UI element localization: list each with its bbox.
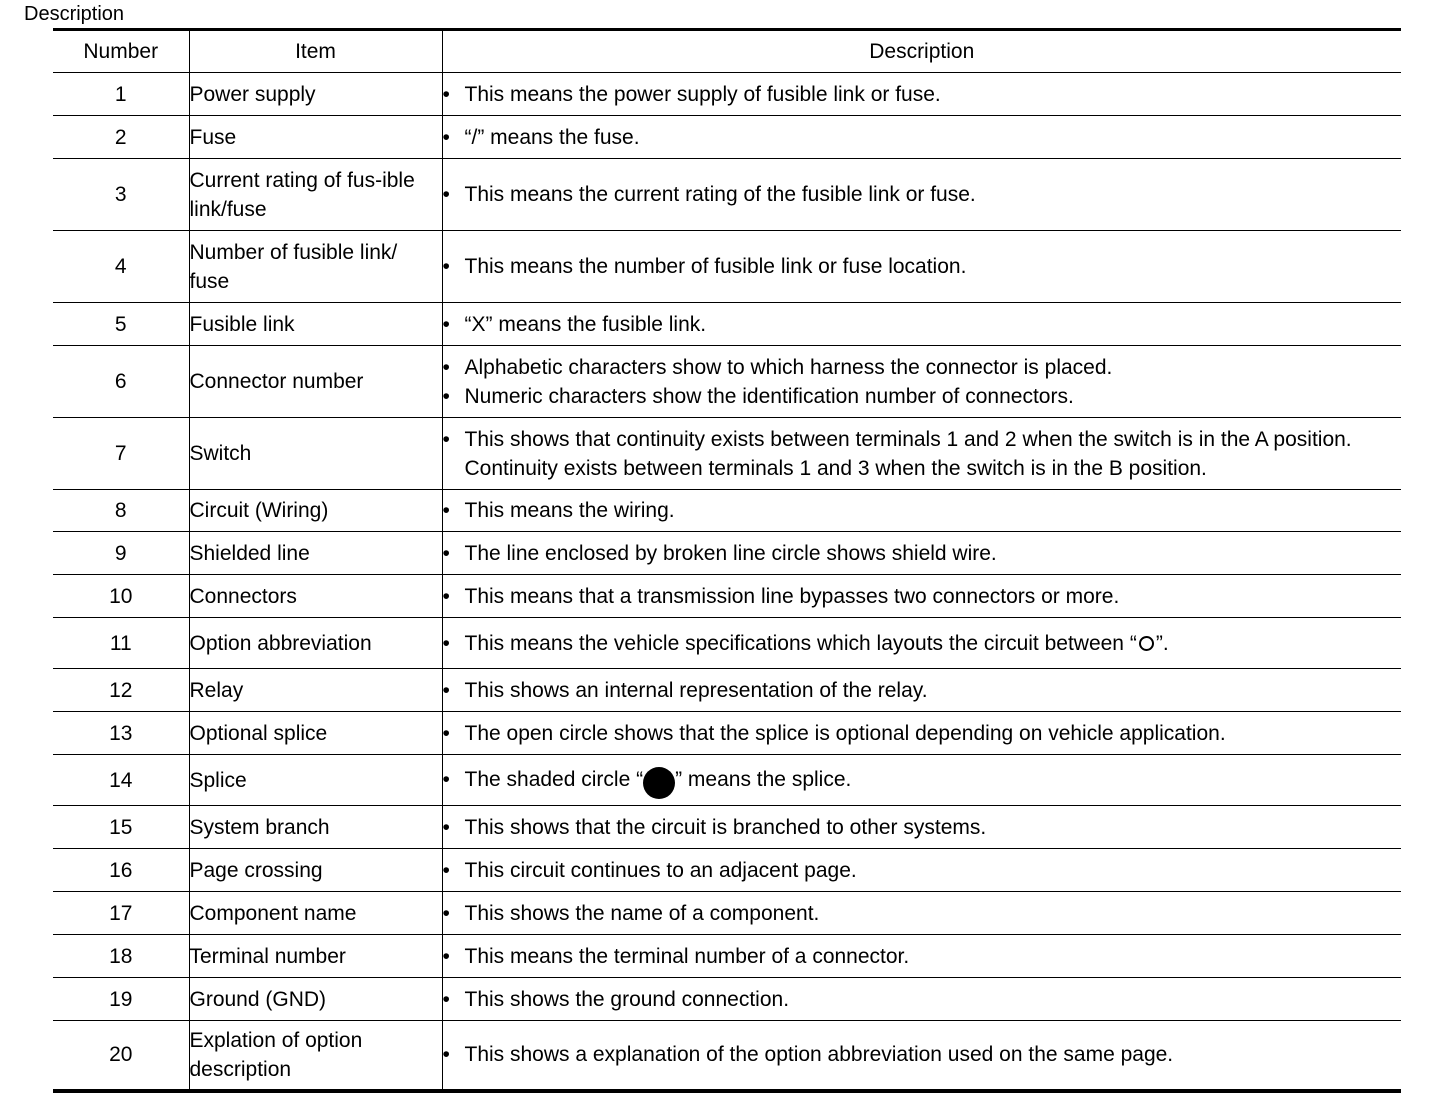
table-row xyxy=(53,618,1401,669)
description-text: This shows a explanation of the option abbreviation used on the same page. xyxy=(464,1043,1174,1067)
row-item: Component name xyxy=(189,892,442,935)
description-text: This shows an internal representation of the relay. xyxy=(464,678,928,702)
row-item: Fuse xyxy=(189,116,442,159)
row-item: System branch xyxy=(189,806,442,849)
row-item: Optional splice xyxy=(189,712,442,755)
row-number: 3 xyxy=(114,183,127,206)
row-number: 7 xyxy=(114,442,127,465)
description-text: This means the number of fusible link or fuse location. xyxy=(464,255,967,278)
header-number: Number xyxy=(83,39,159,63)
table-row xyxy=(53,346,1401,418)
bullet-mark: • xyxy=(442,312,450,336)
row-description xyxy=(442,490,1401,532)
row-item: Ground (GND) xyxy=(189,978,442,1021)
description-text: This shows that continuity exists between terminals 1 and 2 when the switch is in the A position. Continuity exists between terminals 1 and 3 when the switch is in the B position. xyxy=(464,427,1352,480)
row-item: Number of fusible link/ fuse xyxy=(189,231,442,303)
bullet-mark: • xyxy=(442,721,450,745)
document-title: Description xyxy=(24,3,125,25)
row-number: 8 xyxy=(114,499,127,522)
row-item: Splice xyxy=(189,755,442,806)
table-row xyxy=(53,935,1401,978)
row-item: Circuit (Wiring) xyxy=(189,490,442,532)
table-row xyxy=(53,303,1401,346)
description-text: This means the current rating of the fusible link or fuse. xyxy=(464,183,976,206)
row-number: 19 xyxy=(109,987,133,1011)
table-row xyxy=(53,116,1401,159)
row-description xyxy=(442,73,1401,116)
description-text: This means the vehicle specifications which layouts the circuit between “ ”. xyxy=(464,631,1169,655)
row-description xyxy=(442,346,1401,418)
bullet-mark: • xyxy=(442,255,450,278)
description-text: This shows the name of a component. xyxy=(464,901,820,925)
row-description xyxy=(442,1021,1401,1091)
row-item: Power supply xyxy=(189,73,442,116)
table-row xyxy=(53,490,1401,532)
header-item: Item xyxy=(189,30,442,73)
row-item: Fusible link xyxy=(189,303,442,346)
table-row xyxy=(53,712,1401,755)
row-description xyxy=(442,532,1401,575)
description-table xyxy=(53,28,1401,1093)
table-row xyxy=(53,892,1401,935)
row-item: Current rating of fus-ible link/fuse xyxy=(189,159,442,231)
row-number: 18 xyxy=(109,944,133,968)
row-description xyxy=(442,231,1401,303)
description-text: This shows the ground connection. xyxy=(464,987,790,1011)
row-description xyxy=(442,618,1401,669)
bullet-mark: • xyxy=(442,987,450,1011)
table-row xyxy=(53,669,1401,712)
description-text: This means that a transmission line bypasses two connectors or more. xyxy=(464,584,1120,608)
description-text: This means the wiring. xyxy=(464,499,675,522)
bullet-mark: • xyxy=(442,901,450,925)
row-item: Shielded line xyxy=(189,532,442,575)
row-item: Page crossing xyxy=(189,849,442,892)
bullet-mark: • xyxy=(442,427,450,451)
description-text: This circuit continues to an adjacent page. xyxy=(464,858,857,882)
row-description xyxy=(442,892,1401,935)
row-description xyxy=(442,418,1401,490)
row-description xyxy=(442,806,1401,849)
bullet-mark: • xyxy=(442,384,450,408)
description-text: Alphabetic characters show to which harness the connector is placed. xyxy=(464,355,1113,379)
bullet-mark: • xyxy=(442,183,450,206)
row-number: 11 xyxy=(109,631,132,655)
row-description xyxy=(442,755,1401,806)
row-description xyxy=(442,303,1401,346)
row-description xyxy=(442,978,1401,1021)
row-item: Terminal number xyxy=(189,935,442,978)
table-row xyxy=(53,231,1401,303)
row-number: 6 xyxy=(114,370,127,393)
description-text: Numeric characters show the identification number of connectors. xyxy=(464,384,1074,408)
header-description: Description xyxy=(442,30,1401,73)
description-text: The line enclosed by broken line circle shows shield wire. xyxy=(464,541,997,565)
description-text: The open circle shows that the splice is optional depending on vehicle application. xyxy=(464,721,1226,745)
table-row xyxy=(53,1021,1401,1091)
row-description xyxy=(442,116,1401,159)
bullet-mark: • xyxy=(442,815,450,839)
row-number: 12 xyxy=(109,678,133,702)
row-description xyxy=(442,575,1401,618)
row-item: Connectors xyxy=(189,575,442,618)
row-item: Explation of option description xyxy=(189,1021,442,1091)
table-header-row xyxy=(53,30,1401,73)
table-row xyxy=(53,806,1401,849)
row-number: 4 xyxy=(114,255,127,278)
row-item: Option abbreviation xyxy=(189,618,442,669)
row-number: 14 xyxy=(109,768,133,792)
row-number: 16 xyxy=(109,858,133,882)
description-text: This means the terminal number of a connector. xyxy=(464,944,910,968)
description-text: This shows that the circuit is branched to other systems. xyxy=(464,815,987,839)
row-number: 5 xyxy=(114,312,127,336)
row-number: 20 xyxy=(109,1043,133,1067)
description-text: “/” means the fuse. xyxy=(464,125,640,149)
row-item: Switch xyxy=(189,418,442,490)
row-number: 2 xyxy=(114,125,127,149)
row-number: 15 xyxy=(109,815,133,839)
table-row xyxy=(53,73,1401,116)
description-text: The shaded circle “ ” means the splice. xyxy=(465,765,852,795)
table-row xyxy=(53,755,1401,806)
bullet-mark: • xyxy=(442,82,450,106)
row-item: Connector number xyxy=(189,346,442,418)
row-number: 17 xyxy=(109,901,133,925)
bullet-mark: • xyxy=(442,944,450,968)
description-text: “X” means the fusible link. xyxy=(464,312,707,336)
row-description xyxy=(442,712,1401,755)
row-description xyxy=(442,159,1401,231)
bullet-mark: • xyxy=(442,678,450,702)
table-row xyxy=(53,159,1401,231)
filled-circle-icon xyxy=(643,767,675,799)
open-circle-icon xyxy=(1139,636,1154,651)
row-description xyxy=(442,669,1401,712)
bullet-mark: • xyxy=(442,1043,450,1067)
row-number: 13 xyxy=(109,721,133,745)
table-row xyxy=(53,978,1401,1021)
bullet-mark: • xyxy=(442,125,450,149)
row-description xyxy=(442,935,1401,978)
bullet-mark: • xyxy=(442,858,450,882)
description-text: This means the power supply of fusible link or fuse. xyxy=(464,82,941,106)
bullet-mark: • xyxy=(442,631,450,655)
table-row xyxy=(53,575,1401,618)
table-row xyxy=(53,532,1401,575)
row-description xyxy=(442,849,1401,892)
bullet-mark: • xyxy=(442,355,450,379)
bullet-mark: • xyxy=(442,499,450,522)
table-row xyxy=(53,418,1401,490)
row-number: 1 xyxy=(114,82,127,106)
bullet-mark: • xyxy=(442,584,450,608)
bullet-mark: • xyxy=(442,541,450,565)
bullet-mark: • xyxy=(442,768,450,791)
row-number: 10 xyxy=(109,584,133,608)
row-item: Relay xyxy=(189,669,442,712)
row-number: 9 xyxy=(114,541,127,565)
table-row xyxy=(53,849,1401,892)
